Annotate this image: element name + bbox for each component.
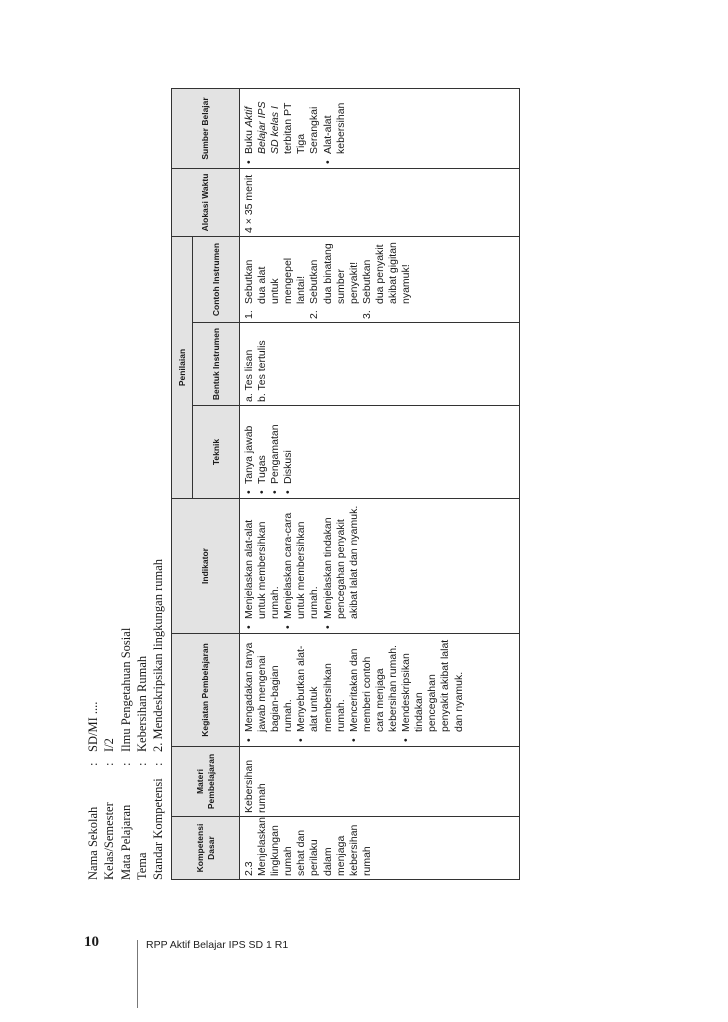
header-materi: Materi Pembelajaran: [172, 747, 240, 817]
list-item: 1. Sebutkan dua alat untuk mengepel lantai!: [243, 257, 308, 319]
list-item: b. Tes tertulis: [256, 340, 269, 402]
list-item: • Tanya jawab: [243, 409, 256, 495]
cell-indikator: [240, 499, 520, 634]
cell-teknik: [240, 406, 520, 499]
header-row-subject: Mata Pelajaran:Ilmu Pengetahuan Sosial: [118, 627, 133, 880]
header-penilaian: Penilaian: [172, 236, 193, 498]
list-item: • Menyebutkan alat-alat untuk membersihkan rumah.: [295, 637, 347, 743]
header-alokasi: Alokasi Waktu: [172, 168, 240, 236]
list-item: • Menceritakan dan memberi contoh cara menjaga kebersihan rumah.: [348, 637, 400, 743]
cell-contoh: [240, 236, 520, 322]
list-item: • Buku Aktif Belajar IPS SD kelas I terbitan PT Tiga Serangkai: [243, 92, 322, 165]
header-kompetensi: Kompetensi Dasar: [172, 817, 240, 880]
footer-divider: [137, 940, 138, 1008]
footer-title: RPP Aktif Belajar IPS SD 1 R1: [146, 939, 289, 951]
list-item: 3. Sebutkan dua penyakit akibat gigitan nyamuk!: [360, 242, 413, 319]
cell-kegiatan: [240, 634, 520, 747]
header-row-competency-standard: Standar Kompetensi:2. Mendeskripsikan lingkungan rumah: [151, 558, 166, 880]
header-row-class: Kelas/Semester:I/2: [102, 738, 117, 880]
list-item: • Mengadakan tanya jawab mengenai bagian-bagian rumah.: [243, 637, 295, 743]
list-item: • Menjelaskan alat-alat untuk membersihkan rumah.: [243, 502, 282, 630]
cell-kompetensi: 2.3 Menjelaskan lingkungan rumah sehat dan perilaku dalam menjaga kebersihan rumah: [240, 817, 520, 880]
list-item: • Mendeskripsikan tindakan pencegahan penyakit akibat lalat dan nyamuk.: [400, 637, 465, 743]
list-item: a. Tes lisan: [243, 349, 255, 402]
header-row-theme: Tema:Kebersihan Rumah: [134, 655, 149, 880]
cell-bentuk: [240, 323, 520, 406]
cell-materi: Kebersihan rumah: [240, 747, 520, 817]
list-item: • Diskusi: [282, 409, 295, 495]
list-item: • Menjelaskan tindakan pencegahan penyakit akibat lalat dan nyamuk.: [322, 502, 361, 630]
header-sumber: Sumber Belajar: [172, 88, 240, 168]
header-row-school: Nama Sekolah:SD/MI ....: [86, 701, 100, 880]
header-kegiatan: Kegiatan Pembelajaran: [172, 634, 240, 747]
cell-alokasi: 4 × 35 menit: [240, 168, 520, 236]
list-item: • Pengamatan: [269, 409, 282, 495]
list-item: • Tugas: [256, 409, 269, 495]
cell-sumber: [240, 88, 520, 168]
lesson-plan-table: [171, 88, 520, 880]
list-item: • Menjelaskan cara-cara untuk membersihkan rumah.: [282, 502, 321, 630]
rotated-page-content: [85, 80, 525, 880]
header-teknik: Teknik: [193, 406, 240, 499]
list-item: • Alat-alat kebersihan: [322, 92, 348, 165]
header-contoh: Contoh Instrumen: [193, 236, 240, 322]
header-bentuk: Bentuk Instrumen: [193, 323, 240, 406]
table-row: [240, 88, 520, 879]
list-item: 2. Sebutkan dua binatang sumber penyakit!: [308, 243, 360, 319]
page-number: 10: [84, 934, 99, 950]
header-indikator: Indikator: [172, 499, 240, 634]
lesson-plan-header: [85, 559, 166, 880]
